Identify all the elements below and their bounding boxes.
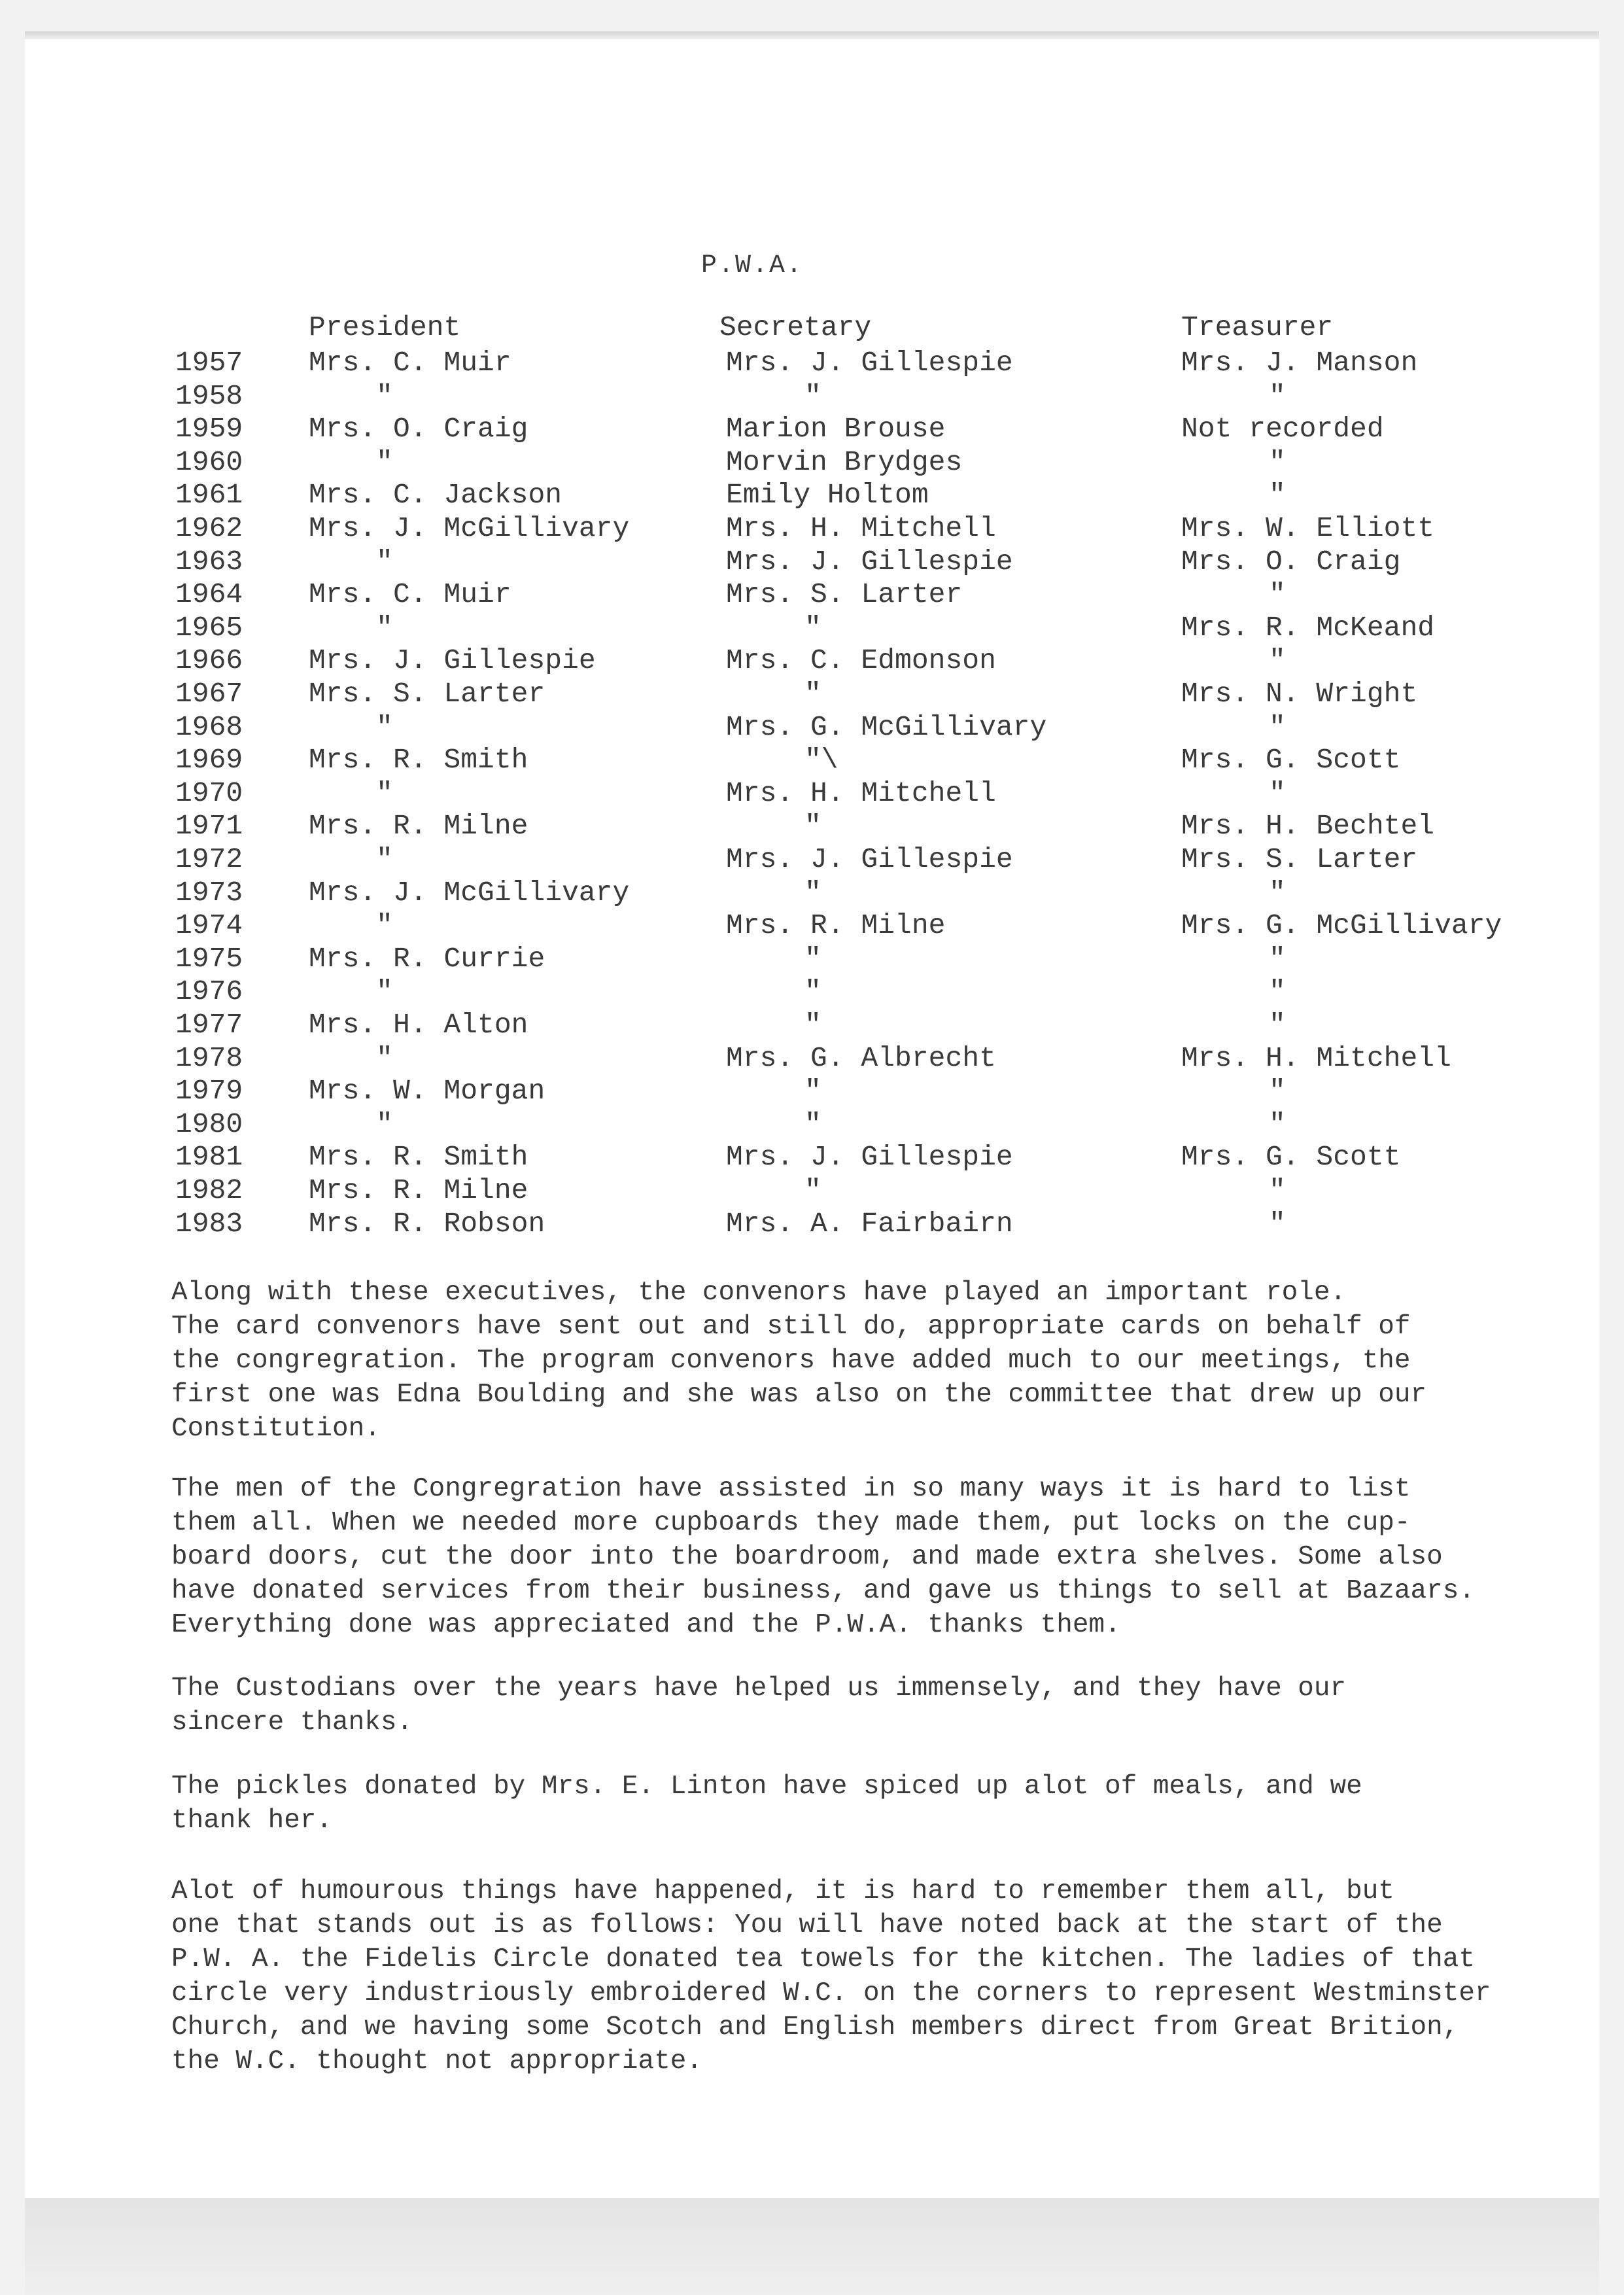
year-cell: 1981 — [175, 1141, 243, 1174]
scan-bottom-edge — [25, 2198, 1599, 2295]
treasurer-cell: Mrs. H. Bechtel — [1181, 810, 1435, 843]
president-cell: Mrs. J. Gillespie — [309, 644, 596, 677]
secretary-cell: " — [804, 611, 821, 644]
president-cell: " — [376, 843, 393, 875]
treasurer-cell: Mrs. J. Manson — [1181, 347, 1418, 379]
president-cell: " — [376, 379, 393, 412]
header-president: President — [309, 311, 461, 343]
president-cell: " — [376, 1108, 393, 1140]
secretary-cell: " — [804, 379, 821, 412]
president-cell: Mrs. W. Morgan — [309, 1075, 545, 1108]
treasurer-cell: " — [1269, 1207, 1286, 1240]
treasurer-cell: " — [1269, 379, 1286, 412]
president-cell: Mrs. C. Muir — [309, 347, 511, 379]
secretary-cell: Mrs. H. Mitchell — [726, 777, 996, 809]
secretary-cell: Mrs. C. Edmonson — [726, 644, 996, 677]
president-cell: " — [376, 710, 393, 743]
president-cell: Mrs. R. Currie — [309, 942, 545, 975]
year-cell: 1958 — [175, 379, 243, 412]
page-title: P.W.A. — [701, 251, 804, 281]
treasurer-cell: " — [1269, 975, 1286, 1008]
secretary-cell: Mrs. G. McGillivary — [726, 710, 1047, 743]
year-cell: 1959 — [175, 413, 243, 446]
year-cell: 1973 — [175, 876, 243, 909]
year-cell: 1976 — [175, 975, 243, 1008]
secretary-cell: " — [804, 975, 821, 1008]
secretary-cell: " — [804, 810, 821, 843]
secretary-cell: Mrs. J. Gillespie — [726, 1141, 1013, 1174]
secretary-cell: " — [804, 942, 821, 975]
treasurer-cell: " — [1269, 1075, 1286, 1108]
year-cell: 1982 — [175, 1174, 243, 1206]
president-cell: Mrs. O. Craig — [309, 413, 528, 446]
header-secretary: Secretary — [719, 311, 872, 343]
year-cell: 1975 — [175, 942, 243, 975]
treasurer-cell: " — [1269, 578, 1286, 611]
treasurer-cell: " — [1269, 644, 1286, 677]
year-cell: 1966 — [175, 644, 243, 677]
year-cell: 1979 — [175, 1075, 243, 1108]
treasurer-cell: " — [1269, 1174, 1286, 1206]
president-cell: Mrs. J. McGillivary — [309, 512, 630, 544]
treasurer-cell: Mrs. O. Craig — [1181, 545, 1401, 578]
president-cell: " — [376, 446, 393, 478]
president-cell: Mrs. H. Alton — [309, 1009, 528, 1041]
president-cell: " — [376, 1042, 393, 1074]
president-cell: Mrs. R. Milne — [309, 810, 528, 843]
treasurer-cell: Mrs. W. Elliott — [1181, 512, 1435, 544]
president-cell: " — [376, 975, 393, 1008]
secretary-cell: " — [804, 1075, 821, 1108]
secretary-cell: Morvin Brydges — [726, 446, 963, 478]
year-cell: 1962 — [175, 512, 243, 544]
president-cell: Mrs. J. McGillivary — [309, 876, 630, 909]
secretary-cell: Mrs. G. Albrecht — [726, 1042, 996, 1074]
treasurer-cell: " — [1269, 1108, 1286, 1140]
president-cell: " — [376, 611, 393, 644]
president-cell: Mrs. R. Robson — [309, 1207, 545, 1240]
president-cell: " — [376, 777, 393, 809]
year-cell: 1978 — [175, 1042, 243, 1074]
year-cell: 1963 — [175, 545, 243, 578]
treasurer-cell: " — [1269, 479, 1286, 512]
secretary-cell: " — [804, 1108, 821, 1140]
secretary-cell: Mrs. A. Fairbairn — [726, 1207, 1013, 1240]
treasurer-cell: " — [1269, 446, 1286, 478]
treasurer-cell: Mrs. N. Wright — [1181, 678, 1418, 710]
year-cell: 1969 — [175, 744, 243, 777]
year-cell: 1967 — [175, 678, 243, 710]
secretary-cell: " — [804, 876, 821, 909]
paragraph: Along with these executives, the convenors have played an important role. The card convenors have sent out and still do, appropriate cards on behalf of the congregration. The program convenors have added much to our meetings, the first one was Edna Boulding and she was also on the committee that drew up our Constitution. — [171, 1278, 1427, 1444]
president-cell: Mrs. C. Jackson — [309, 479, 562, 512]
treasurer-cell: " — [1269, 777, 1286, 809]
treasurer-cell: Mrs. R. McKeand — [1181, 611, 1435, 644]
year-cell: 1974 — [175, 909, 243, 942]
treasurer-cell: Mrs. G. Scott — [1181, 1141, 1401, 1174]
treasurer-cell: Mrs. S. Larter — [1181, 843, 1418, 875]
year-cell: 1970 — [175, 777, 243, 809]
president-cell: Mrs. R. Smith — [309, 1141, 528, 1174]
treasurer-cell: Mrs. G. McGillivary — [1181, 909, 1502, 942]
secretary-cell: Mrs. R. Milne — [726, 909, 946, 942]
secretary-cell: "\ — [804, 744, 838, 777]
president-cell: Mrs. R. Milne — [309, 1174, 528, 1206]
secretary-cell: " — [804, 678, 821, 710]
paragraph: The men of the Congregration have assisted in so many ways it is hard to list them all. When we needed more cupboards they made them, put locks on the cup- board doors, cut the door into the boardroom, and made extra shelves. Some also have donated services from their business, and gave us things to sell at Bazaars. Everything done was appreciated and the P.W.A. thanks them. — [171, 1474, 1475, 1640]
president-cell: " — [376, 909, 393, 942]
secretary-cell: " — [804, 1174, 821, 1206]
header-treasurer: Treasurer — [1181, 311, 1334, 343]
year-cell: 1965 — [175, 611, 243, 644]
secretary-cell: " — [804, 1009, 821, 1041]
treasurer-cell: Mrs. H. Mitchell — [1181, 1042, 1451, 1074]
president-cell: Mrs. S. Larter — [309, 678, 545, 710]
secretary-cell: Mrs. J. Gillespie — [726, 843, 1013, 875]
treasurer-cell: " — [1269, 1009, 1286, 1041]
treasurer-cell: " — [1269, 710, 1286, 743]
president-cell: Mrs. C. Muir — [309, 578, 511, 611]
secretary-cell: Mrs. H. Mitchell — [726, 512, 996, 544]
paragraph: Alot of humourous things have happened, it is hard to remember them all, but one that stands out is as follows: You will have noted back at the start of the P.W. A. the Fidelis Circle donated tea towels for the kitchen. The ladies of that circle very industriously embroidered W.C. on the corners to represent Westminster Church, and we having some Scotch and English members direct from Great Brition, the W.C. thought not appropriate. — [171, 1876, 1491, 2076]
treasurer-cell: Mrs. G. Scott — [1181, 744, 1401, 777]
treasurer-cell: " — [1269, 876, 1286, 909]
president-cell: " — [376, 545, 393, 578]
treasurer-cell: " — [1269, 942, 1286, 975]
year-cell: 1957 — [175, 347, 243, 379]
secretary-cell: Mrs. S. Larter — [726, 578, 963, 611]
year-cell: 1980 — [175, 1108, 243, 1140]
year-cell: 1977 — [175, 1009, 243, 1041]
treasurer-cell: Not recorded — [1181, 413, 1384, 446]
president-cell: Mrs. R. Smith — [309, 744, 528, 777]
paragraph: The pickles donated by Mrs. E. Linton have spiced up alot of meals, and we thank her. — [171, 1772, 1362, 1836]
year-cell: 1964 — [175, 578, 243, 611]
year-cell: 1972 — [175, 843, 243, 875]
secretary-cell: Mrs. J. Gillespie — [726, 545, 1013, 578]
year-cell: 1971 — [175, 810, 243, 843]
year-cell: 1961 — [175, 479, 243, 512]
secretary-cell: Mrs. J. Gillespie — [726, 347, 1013, 379]
year-cell: 1968 — [175, 710, 243, 743]
year-cell: 1960 — [175, 446, 243, 478]
paragraph: The Custodians over the years have helped us immensely, and they have our sincere thanks. — [171, 1673, 1347, 1738]
secretary-cell: Marion Brouse — [726, 413, 946, 446]
year-cell: 1983 — [175, 1207, 243, 1240]
secretary-cell: Emily Holtom — [726, 479, 929, 512]
